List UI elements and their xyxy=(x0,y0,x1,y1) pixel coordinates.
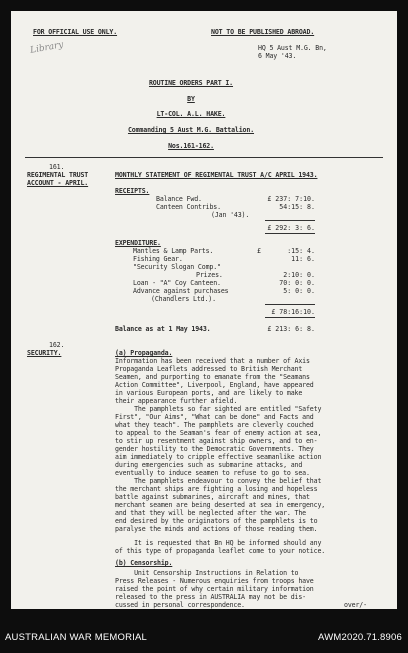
footer-institution: AUSTRALIAN WAR MEMORIAL xyxy=(5,632,148,643)
body-line: The pamphlets so far sighted are entitled "Safety xyxy=(115,405,322,413)
body-line: First", "Our Aims", "What can be done" and Facts and xyxy=(115,413,314,421)
body-line: the merchant ships are fighting a losing and hopeless xyxy=(115,485,318,493)
classification-right: NOT TO BE PUBLISHED ABROAD. xyxy=(211,28,315,36)
title-by: BY xyxy=(187,95,195,103)
sum-line xyxy=(265,233,315,234)
title-numbers: Nos.161-162. xyxy=(168,142,214,150)
receipt-item: Balance Fwd. xyxy=(156,195,202,203)
archive-footer xyxy=(0,622,408,653)
censorship-title: (b) Censorship. xyxy=(115,559,173,567)
title-unit: Commanding 5 Aust M.G. Battalion. xyxy=(127,126,255,134)
pound-sign: £ xyxy=(257,247,261,255)
date-line: 6 May '43. xyxy=(258,52,297,60)
body-line: It is requested that Bn HQ be informed should any xyxy=(115,539,322,547)
receipt-item: Canteen Contribs. xyxy=(156,203,221,211)
body-line: Propaganda Leaflets addressed to British Merchant xyxy=(115,365,303,373)
receipts-title: RECEIPTS. xyxy=(115,187,150,195)
page-turn-note: over/- xyxy=(344,601,367,609)
expenditure-total: £ 78:16:10. xyxy=(271,308,315,316)
body-line: their appearance further afield. xyxy=(115,397,238,405)
receipt-item: (Jan '43). xyxy=(211,211,250,219)
body-line: to appeal to the Seaman's fear of enemy action at sea, xyxy=(115,429,322,437)
body-line: aim immediately to cripple effective seamanlike action xyxy=(115,453,322,461)
sum-line xyxy=(265,317,315,318)
expenditure-item: Prizes. xyxy=(196,271,223,279)
body-line: end desired by the originators of the pamphlets is to xyxy=(115,517,318,525)
body-line: in various European ports, and are likely to make xyxy=(115,389,303,397)
title-routine-orders: ROUTINE ORDERS PART I. xyxy=(148,79,234,87)
receipts-total: £ 292: 3: 6. xyxy=(267,224,315,232)
section-162-number: 162. xyxy=(49,341,65,349)
body-line: paralyse the minds and actions of those reading them. xyxy=(115,525,318,533)
expenditure-title: EXPENDITURE. xyxy=(115,239,161,247)
sum-line xyxy=(265,304,315,305)
body-line: Action Committee", Liverpool, England, have appeared xyxy=(115,381,314,389)
expenditure-amount: 2:10: 0. xyxy=(283,271,315,279)
expenditure-item: (Chandlers Ltd.). xyxy=(151,295,216,303)
section-161-label-1: REGIMENTAL TRUST xyxy=(27,171,89,179)
propaganda-title: (a) Propaganda. xyxy=(115,349,173,357)
section-161-number: 161. xyxy=(49,163,65,171)
body-line: released to the press in AUSTRALIA may not be dis- xyxy=(115,593,306,601)
body-line: battle against submarines, aircraft and mines, that xyxy=(115,493,310,501)
body-line: merchant seamen are being deserted at sea in emergency, xyxy=(115,501,326,509)
title-commander: LT-COL. A.L. HAKE. xyxy=(156,110,226,118)
unit-line: HQ 5 Aust M.G. Bn, xyxy=(258,44,327,52)
section-161-label-2: ACCOUNT - APRIL. xyxy=(27,179,89,187)
expenditure-amount: :15: 4. xyxy=(287,247,315,255)
body-line: raised the point of why certain military information xyxy=(115,585,314,593)
expenditure-amount: 11: 6. xyxy=(291,255,315,263)
body-line: Information has been received that a number of Axis xyxy=(115,357,310,365)
body-line: eventually to induce seamen to refuse to go to sea. xyxy=(115,469,310,477)
body-line: Seamen, and purporting to emanate from the "Seamans xyxy=(115,373,310,381)
expenditure-item: "Security Slogan Comp." xyxy=(133,263,221,271)
section-162-label: SECURITY. xyxy=(27,349,62,357)
expenditure-item: Mantles & Lamp Parts. xyxy=(133,247,214,255)
body-line: cussed in personal correspondence. xyxy=(115,601,245,609)
balance-amount: £ 213: 6: 8. xyxy=(267,325,315,333)
handwritten-annotation: Library xyxy=(29,40,65,56)
body-line: Unit Censorship Instructions in Relation to xyxy=(115,569,299,577)
expenditure-item: Fishing Gear. xyxy=(133,255,183,263)
body-line: to stir up resentment against ship owners, and to en- xyxy=(115,437,318,445)
body-line: what they teach". The pamphlets are cleverly couched xyxy=(115,421,314,429)
expenditure-item: Loan - "A" Coy Canteen. xyxy=(133,279,221,287)
classification-left: FOR OFFICIAL USE ONLY. xyxy=(33,28,118,36)
receipt-amount: 54:15: 8. xyxy=(279,203,315,211)
expenditure-amount: 70: 0: 0. xyxy=(279,279,315,287)
expenditure-amount: 5: 0: 0. xyxy=(283,287,315,295)
body-line: during emergencies such as submarine attacks, and xyxy=(115,461,303,469)
body-line: gender hostility to the Democratic Governments. They xyxy=(115,445,314,453)
body-line: The pamphlets endeavour to convey the belief that xyxy=(115,477,322,485)
footer-accession-number: AWM2020.71.8906 xyxy=(318,632,402,643)
balance-label: Balance as at 1 May 1943. xyxy=(115,325,211,333)
body-line: of this type of propaganda leaflet come to your notice. xyxy=(115,547,326,555)
expenditure-item: Advance against purchases xyxy=(133,287,229,295)
body-line: and that they will be neglected after the war. The xyxy=(115,509,306,517)
body-line: Press Releases - Numerous enquiries from troops have xyxy=(115,577,314,585)
receipt-amount: £ 237: 7:10. xyxy=(267,195,315,203)
sum-line xyxy=(265,220,315,221)
divider xyxy=(25,157,383,158)
section-161-heading: MONTHLY STATEMENT OF REGIMENTAL TRUST A/C APRIL 1943. xyxy=(115,171,318,179)
document-page xyxy=(11,11,397,609)
